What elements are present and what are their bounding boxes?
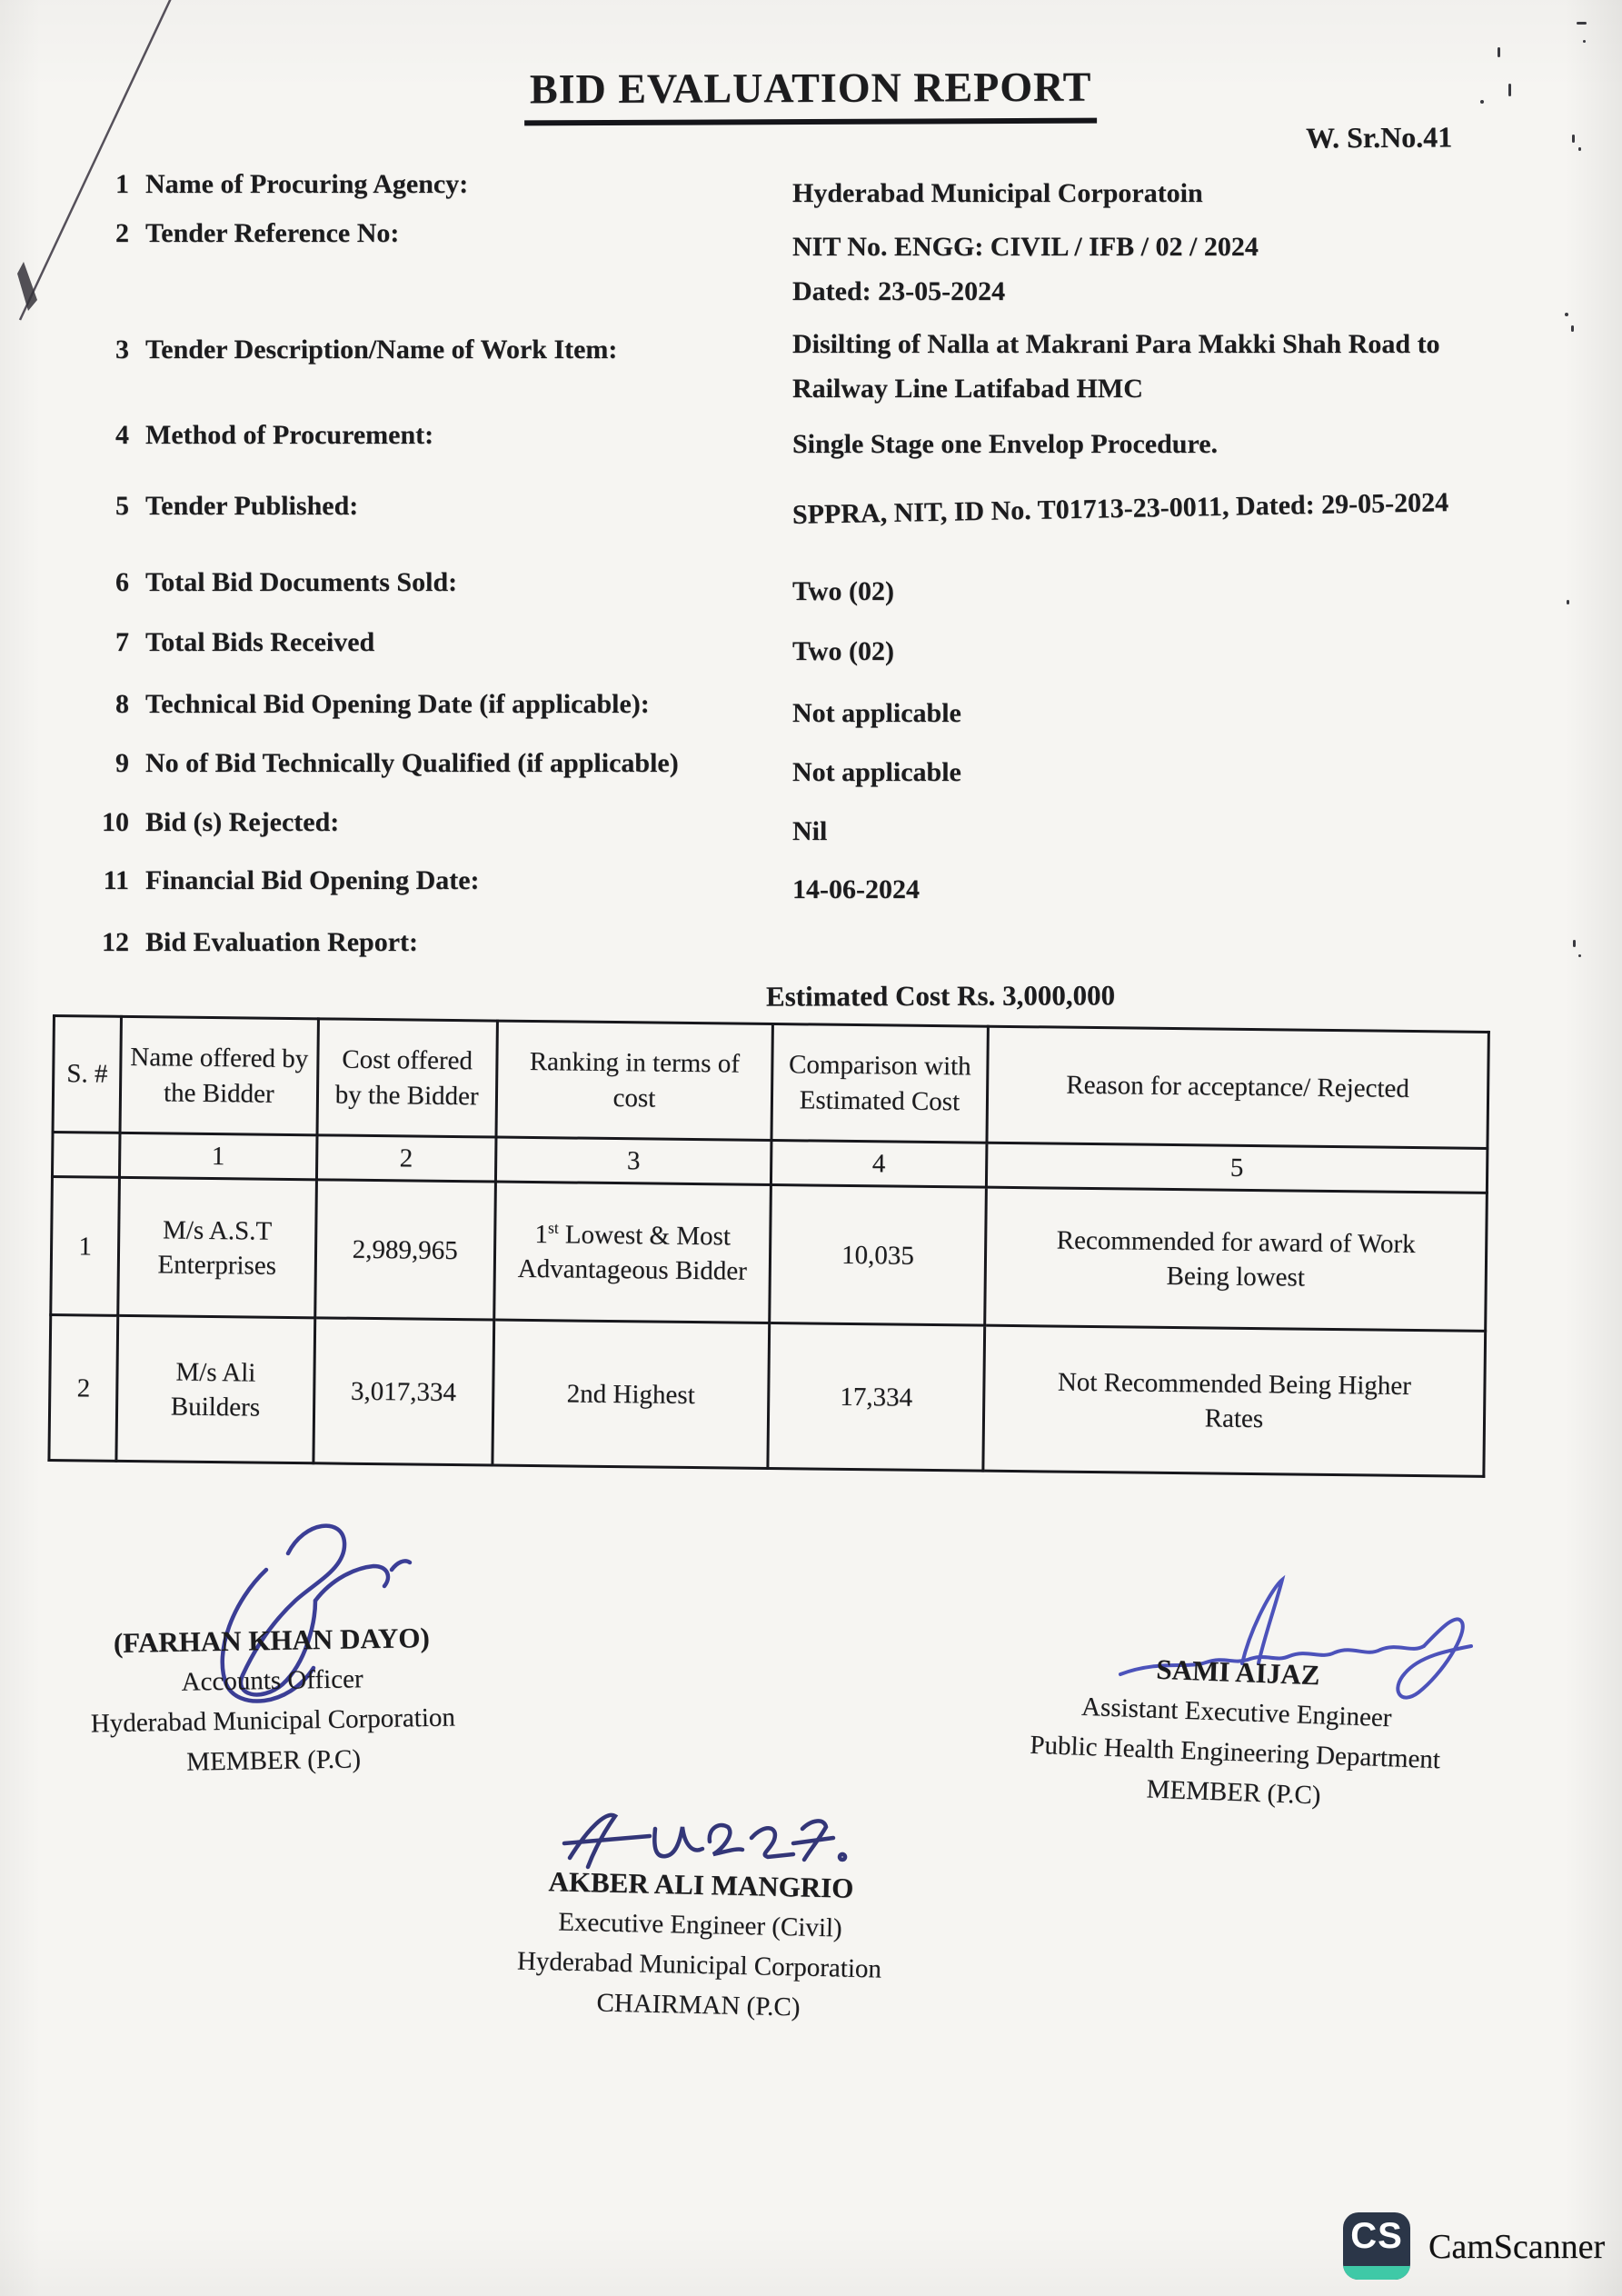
number-cell: 2 xyxy=(316,1135,496,1183)
signatory-sami xyxy=(938,1642,1534,1823)
camscanner-logo-icon xyxy=(1343,2212,1410,2280)
cost-cell: 3,017,334 xyxy=(313,1318,493,1465)
field-label: Total Bids Received xyxy=(145,627,375,657)
ranking-cell: 2nd Highest xyxy=(493,1320,770,1468)
cost-cell: 2,989,965 xyxy=(314,1180,495,1320)
page-title: BID EVALUATION REPORT xyxy=(524,63,1098,126)
field-number: 12 xyxy=(102,927,129,957)
field-label: Total Bid Documents Sold: xyxy=(145,567,458,597)
col-header-bidder: Name offered by the Bidder xyxy=(120,1016,318,1134)
camscanner-logo-text: CS xyxy=(1350,2216,1403,2256)
field-number: 5 xyxy=(115,491,129,521)
reason-cell: Recommended for award of Work Being lowest xyxy=(985,1187,1488,1331)
scan-speck xyxy=(1577,22,1587,25)
scan-speck xyxy=(1571,325,1574,332)
scan-speck xyxy=(1567,600,1569,604)
camscanner-logo-teal-bar xyxy=(1343,2266,1410,2280)
number-cell xyxy=(52,1133,120,1178)
sno-cell: 2 xyxy=(49,1315,118,1462)
scan-speck xyxy=(1583,40,1586,43)
signatory-org: Hyderabad Municipal Corporation xyxy=(90,1702,456,1739)
estimated-cost: Estimated Cost Rs. 3,000,000 xyxy=(765,979,1116,1013)
field-label: No of Bid Technically Qualified (if applicable) xyxy=(145,748,679,778)
table-row xyxy=(51,1177,1488,1332)
field-number: 8 xyxy=(115,689,129,719)
camscanner-brand-text: CamScanner xyxy=(1428,2228,1606,2266)
scan-speck xyxy=(1498,47,1500,57)
signatory-role: MEMBER (P.C) xyxy=(185,1744,362,1777)
field-value: Single Stage one Envelop Procedure. xyxy=(792,429,1219,459)
signatory-org: Public Health Engineering Department xyxy=(1029,1730,1441,1775)
signatory-org: Hyderabad Municipal Corporation xyxy=(516,1946,882,1984)
field-number: 11 xyxy=(103,865,129,895)
signatory-role: CHAIRMAN (P.C) xyxy=(596,1988,801,2022)
scan-speck xyxy=(1573,940,1576,947)
scan-speck xyxy=(1578,147,1581,151)
signatory-title: Accounts Officer xyxy=(181,1664,363,1697)
field-number: 2 xyxy=(115,218,129,248)
serial-number: W. Sr.No.41 xyxy=(1305,120,1453,155)
signatory-title: Assistant Executive Engineer xyxy=(1080,1692,1393,1733)
field-label: Technical Bid Opening Date (if applicable): xyxy=(145,689,650,719)
signatory-akber xyxy=(416,1859,983,2031)
field-number: 4 xyxy=(115,420,129,450)
number-cell: 1 xyxy=(120,1133,317,1180)
scan-speck xyxy=(1578,954,1581,957)
number-cell: 4 xyxy=(771,1140,986,1187)
number-cell: 5 xyxy=(986,1143,1488,1193)
col-header-ranking: Ranking in terms of cost xyxy=(496,1021,773,1140)
field-number: 6 xyxy=(115,567,129,597)
signatory-title: Executive Engineer (Civil) xyxy=(557,1907,843,1943)
signatory-role: MEMBER (P.C) xyxy=(1146,1774,1321,1811)
signatory-name: AKBER ALI MANGRIO xyxy=(548,1865,854,1904)
field-label: Tender Published: xyxy=(145,491,359,521)
field-number: 3 xyxy=(115,334,129,364)
ranking-cell: 1st Lowest & Most Advantageous Bidder xyxy=(494,1182,771,1323)
field-label: Tender Reference No: xyxy=(145,218,400,248)
field-number: 9 xyxy=(115,748,129,778)
sno-cell: 1 xyxy=(51,1177,120,1316)
field-label: Tender Description/Name of Work Item: xyxy=(145,334,618,364)
reason-cell: Not Recommended Being Higher Rates xyxy=(983,1325,1486,1476)
field-label: Name of Procuring Agency: xyxy=(145,169,469,199)
field-value: Nil xyxy=(792,816,828,846)
field-label: Method of Procurement: xyxy=(145,420,434,450)
col-header-reason: Reason for acceptance/ Rejected xyxy=(987,1026,1489,1148)
field-value: Two (02) xyxy=(792,576,894,606)
bidder-cell: M/s A.S.T Enterprises xyxy=(118,1178,316,1318)
field-number: 10 xyxy=(102,807,129,837)
field-value: Hyderabad Municipal Corporatoin xyxy=(792,178,1203,208)
bidder-cell: M/s Ali Builders xyxy=(116,1316,314,1463)
comparison-cell: 10,035 xyxy=(770,1185,987,1326)
table-header-row xyxy=(53,1016,1488,1149)
col-header-sno: S. # xyxy=(53,1016,122,1133)
field-value: Two (02) xyxy=(792,636,894,666)
col-header-cost: Cost offered by the Bidder xyxy=(317,1019,498,1137)
field-value: SPPRA, NIT, ID No. T01713-23-0011, Dated: 29-05-2024 xyxy=(791,487,1449,530)
signatory-name: (FARHAN KHAN DAYO) xyxy=(113,1621,431,1660)
field-label: Bid (s) Rejected: xyxy=(145,807,340,837)
field-value: Not applicable xyxy=(792,757,961,787)
comparison-cell: 17,334 xyxy=(768,1323,985,1472)
bid-evaluation-table xyxy=(47,1014,1489,1478)
number-cell: 3 xyxy=(495,1137,771,1185)
col-header-comparison: Comparison with Estimated Cost xyxy=(771,1023,988,1143)
signatory-name: SAMI AIJAZ xyxy=(1155,1652,1321,1692)
table-row xyxy=(49,1315,1486,1477)
field-value: Not applicable xyxy=(792,698,961,728)
field-number: 1 xyxy=(115,169,129,199)
field-value: NIT No. ENGG: CIVIL / IFB / 02 / 2024 Dated: 23-05-2024 xyxy=(792,232,1259,306)
field-value: 14-06-2024 xyxy=(792,874,920,904)
scan-speck xyxy=(1565,313,1568,316)
scan-speck xyxy=(1572,135,1575,143)
field-label: Financial Bid Opening Date: xyxy=(145,865,480,895)
field-label: Bid Evaluation Report: xyxy=(145,927,419,957)
field-number: 7 xyxy=(115,627,129,657)
field-value: Disilting of Nalla at Makrani Para Makki Shah Road to Railway Line Latifabad HMC xyxy=(792,329,1440,404)
signatory-farhan xyxy=(26,1616,520,1784)
